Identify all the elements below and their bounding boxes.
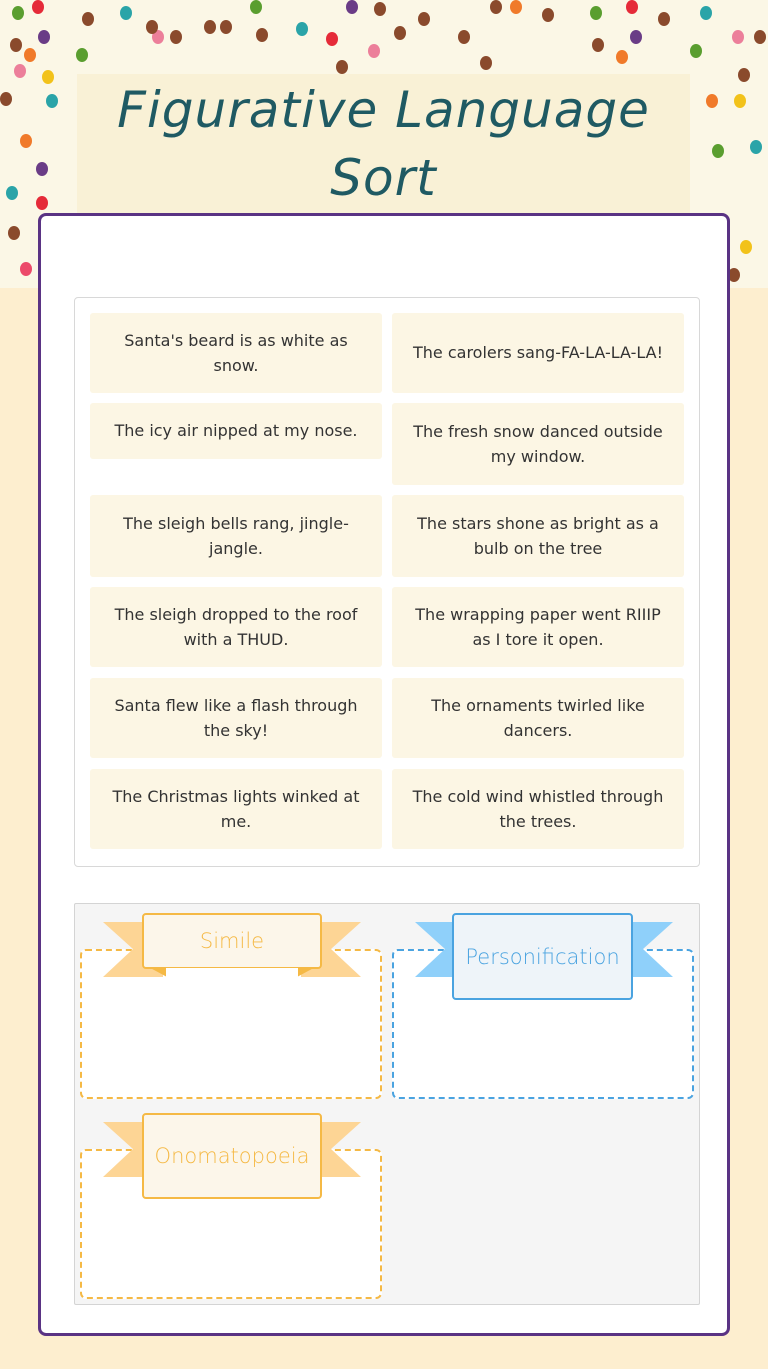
draggable-card[interactable]: The sleigh bells rang, jingle-jangle. <box>90 495 382 577</box>
draggable-card[interactable]: The stars shone as bright as a bulb on the tree <box>392 495 684 577</box>
draggable-card[interactable]: The sleigh dropped to the roof with a THUD. <box>90 587 382 667</box>
ribbon-gap <box>166 968 298 978</box>
category-label-simile: Simile <box>142 913 322 969</box>
draggable-card[interactable]: Santa's beard is as white as snow. <box>90 313 382 393</box>
card-bank <box>74 297 700 867</box>
draggable-card[interactable]: Santa flew like a flash through the sky! <box>90 678 382 758</box>
draggable-card[interactable]: The ornaments twirled like dancers. <box>392 678 684 758</box>
draggable-card[interactable]: The icy air nipped at my nose. <box>90 403 382 459</box>
draggable-card[interactable]: The Christmas lights winked at me. <box>90 769 382 849</box>
draggable-card[interactable]: The carolers sang-FA-LA-LA-LA! <box>392 313 684 393</box>
draggable-card[interactable]: The wrapping paper went RIIIP as I tore it open. <box>392 587 684 667</box>
sort-area <box>74 903 700 1305</box>
draggable-card[interactable]: The cold wind whistled through the trees. <box>392 769 684 849</box>
worksheet <box>38 213 730 1336</box>
category-label-personification: Personification <box>452 913 633 1000</box>
page-title: Figurative Language Sort <box>117 81 650 207</box>
category-label-onomatopoeia: Onomatopoeia <box>142 1113 322 1199</box>
title-banner <box>77 74 690 214</box>
draggable-card[interactable]: The fresh snow danced outside my window. <box>392 403 684 485</box>
